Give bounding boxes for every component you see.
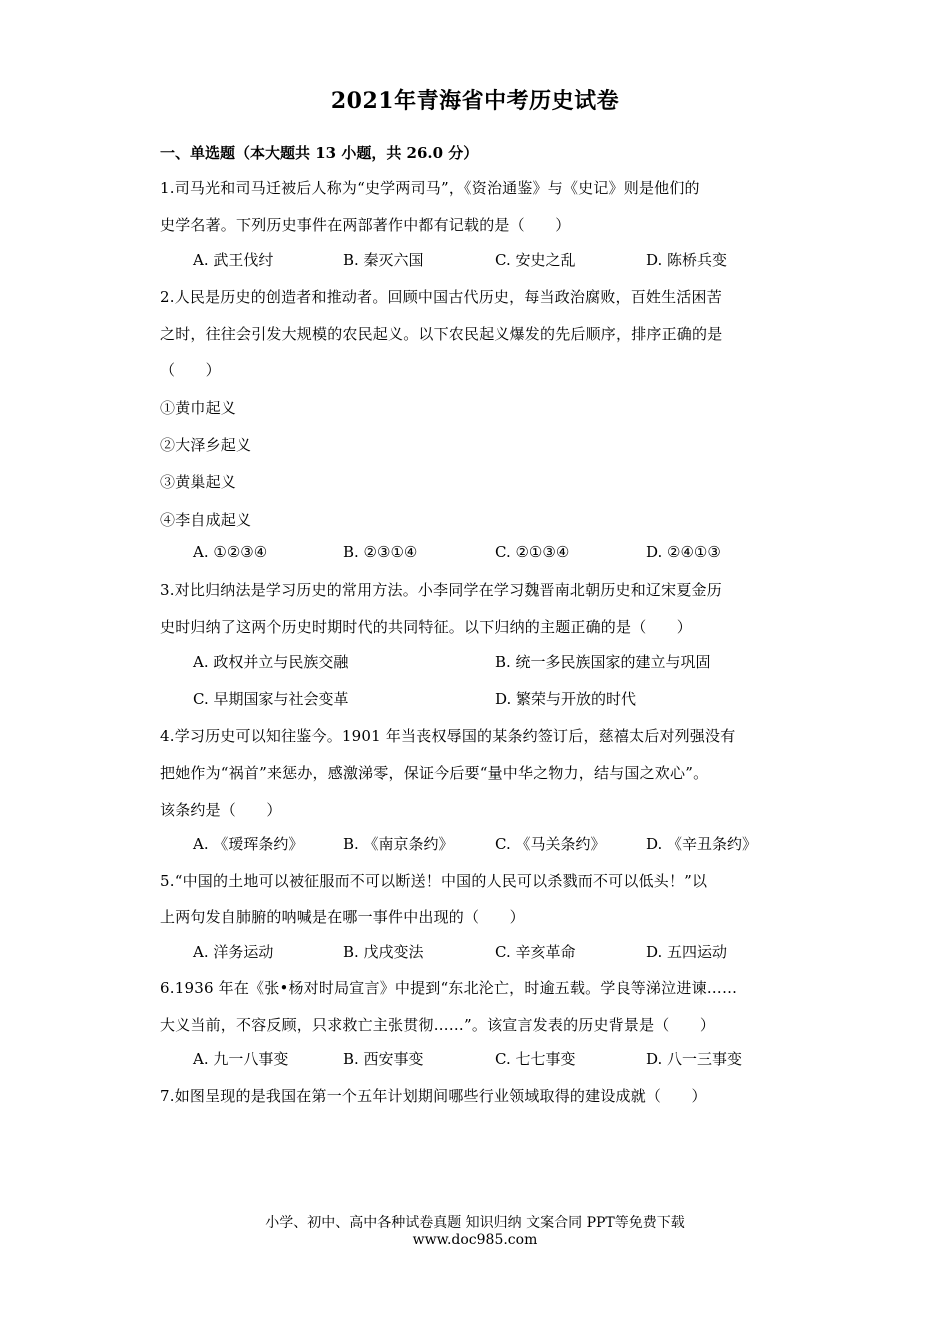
q5-option-a: A. 洋务运动 xyxy=(193,943,274,961)
q6-option-a: A. 九一八事变 xyxy=(193,1050,289,1068)
q2-item-4: ④李自成起义 xyxy=(160,511,252,529)
q4-line-1: 4.学习历史可以知往鉴今。1901 年当丧权辱国的某条约签订后，慈禧太后对列强没有 xyxy=(160,727,736,745)
q6-option-b: B. 西安事变 xyxy=(343,1050,424,1068)
q4-option-d: D. 《辛丑条约》 xyxy=(646,835,758,853)
q4-option-c: C. 《马关条约》 xyxy=(495,835,606,853)
q4-line-2: 把她作为“祸首”来惩办，感激涕零，保证今后要“量中华之物力，结与国之欢心”。 xyxy=(160,764,709,782)
q4-option-b: B. 《南京条约》 xyxy=(343,835,454,853)
q4-line-3: 该条约是（ ） xyxy=(160,801,282,819)
q3-option-a: A. 政权并立与民族交融 xyxy=(193,653,349,671)
q2-option-a: A. ①②③④ xyxy=(193,543,268,561)
q6-line-2: 大义当前，不容反顾，只求救亡主张贯彻……”。该宣言发表的历史背景是（ ） xyxy=(160,1016,716,1034)
q5-line-2: 上两句发自肺腑的呐喊是在哪一事件中出现的（ ） xyxy=(160,908,525,926)
section-heading: 一、单选题（本大题共 13 小题，共 26.0 分） xyxy=(160,144,479,162)
q2-line-2: 之时，往往会引发大规模的农民起义。以下农民起义爆发的先后顺序，排序正确的是 xyxy=(160,325,723,343)
q3-option-b: B. 统一多民族国家的建立与巩固 xyxy=(495,653,711,671)
q1-option-a: A. 武王伐纣 xyxy=(193,251,274,269)
q2-line-3: （ ） xyxy=(160,361,221,379)
footer-link[interactable]: www.doc985.com xyxy=(412,1232,538,1248)
q2-item-1: ①黄巾起义 xyxy=(160,399,237,417)
q2-option-b: B. ②③①④ xyxy=(343,543,418,561)
q1-line-1: 1.司马光和司马迁被后人称为“史学两司马”，《资治通鉴》与《史记》则是他们的 xyxy=(160,179,700,197)
q3-line-1: 3.对比归纳法是学习历史的常用方法。小李同学在学习魏晋南北朝历史和辽宋夏金历 xyxy=(160,581,722,599)
q5-option-d: D. 五四运动 xyxy=(646,943,728,961)
q2-option-c: C. ②①③④ xyxy=(495,543,570,561)
q6-option-c: C. 七七事变 xyxy=(495,1050,576,1068)
page-title: 2021年青海省中考历史试卷 xyxy=(330,88,620,114)
q1-option-c: C. 安史之乱 xyxy=(495,251,576,269)
q1-line-2: 史学名著。下列历史事件在两部著作中都有记载的是（ ） xyxy=(160,216,571,234)
q3-option-d: D. 繁荣与开放的时代 xyxy=(495,690,637,708)
q3-option-c: C. 早期国家与社会变革 xyxy=(193,690,349,708)
q1-option-d: D. 陈桥兵变 xyxy=(646,251,728,269)
q6-option-d: D. 八一三事变 xyxy=(646,1050,743,1068)
q2-line-1: 2.人民是历史的创造者和推动者。回顾中国古代历史，每当政治腐败，百姓生活困苦 xyxy=(160,288,722,306)
q5-option-b: B. 戊戌变法 xyxy=(343,943,424,961)
q7-line-1: 7.如图呈现的是我国在第一个五年计划期间哪些行业领域取得的建设成就（ ） xyxy=(160,1087,707,1105)
q3-line-2: 史时归纳了这两个历史时期时代的共同特征。以下归纳的主题正确的是（ ） xyxy=(160,618,693,636)
q6-line-1: 6.1936 年在《张•杨对时局宣言》中提到“东北沦亡，时逾五载。学良等涕泣进谏…… xyxy=(160,979,738,997)
q5-line-1: 5.“中国的土地可以被征服而不可以断送！中国的人民可以杀戮而不可以低头！”以 xyxy=(160,872,708,890)
footer-text: 小学、初中、高中各种试卷真题 知识归纳 文案合同 PPT等免费下载 xyxy=(265,1215,685,1231)
q2-option-d: D. ②④①③ xyxy=(646,543,721,561)
q2-item-3: ③黄巢起义 xyxy=(160,473,237,491)
q4-option-a: A. 《瑷珲条约》 xyxy=(193,835,304,853)
q2-item-2: ②大泽乡起义 xyxy=(160,436,252,454)
q5-option-c: C. 辛亥革命 xyxy=(495,943,576,961)
q1-option-b: B. 秦灭六国 xyxy=(343,251,424,269)
